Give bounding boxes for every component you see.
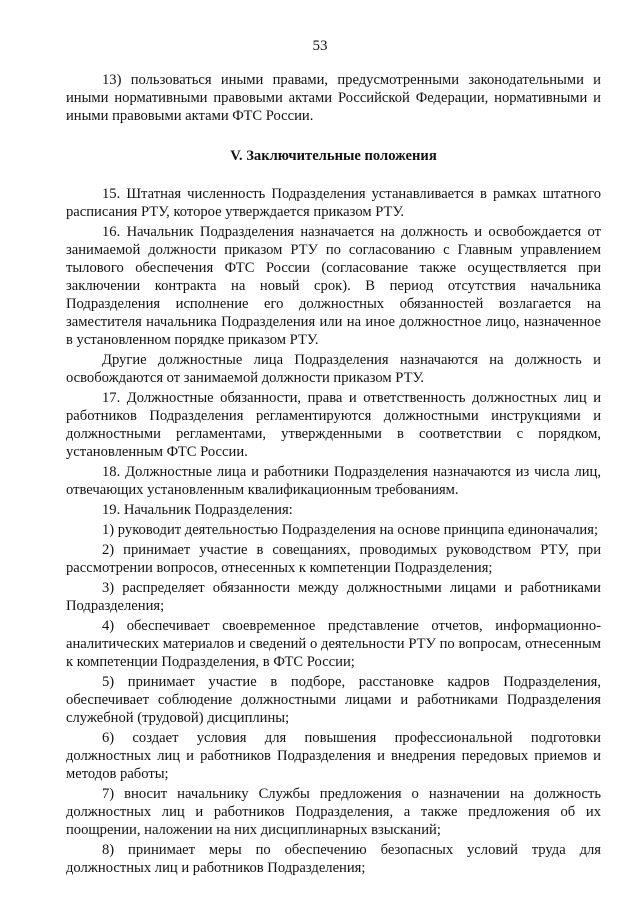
paragraph-17: 17. Должностные обязанности, права и ответственность должностных лиц и работников Подразделения регламентируются должностными инструкциями и должностными регламентами, утвержденными в соответствии с порядком, установленным ФТС России. [66, 390, 601, 460]
list-item-3: 3) распределяет обязанности между должностными лицами и работниками Подразделения; [66, 580, 601, 614]
paragraph-16: 16. Начальник Подразделения назначается на должность и освобождается от занимаемой должности приказом РТУ по согласованию с Главным управлением тылового обеспечения ФТС России (согласование также осуществляется при заключении контракта на новый срок). В период отсутствия начальника Подразделения исполнение его должностных обязанностей возлагается на заместителя начальника Подразделения или на иное должностное лицо, назначенное в установленном порядке приказом РТУ. [66, 224, 601, 348]
paragraph-19: 19. Начальник Подразделения: [102, 502, 293, 518]
section-heading: V. Заключительные положения [230, 148, 437, 164]
paragraph-15: 15. Штатная численность Подразделения устанавливается в рамках штатного расписания РТУ, которое утверждается приказом РТУ. [66, 186, 601, 220]
list-item-7: 7) вносит начальнику Службы предложения о назначении на должность должностных лиц и работников Подразделения, а также предложения об их поощрении, наложении на них дисциплинарных взысканий; [66, 786, 601, 838]
document-body [66, 71, 601, 877]
list-item-5: 5) принимает участие в подборе, расстановке кадров Подразделения, обеспечивает соблюдение должностными лицами и работниками Подразделения служебной (трудовой) дисциплины; [66, 674, 601, 726]
list-item-6: 6) создает условия для повышения профессиональной подготовки должностных лиц и работников Подразделения и внедрения передовых приемов и методов работы; [66, 730, 601, 782]
paragraph-18: 18. Должностные лица и работники Подразделения назначаются из числа лиц, отвечающих установленным квалификационным требованиям. [66, 464, 601, 498]
list-item-8: 8) принимает меры по обеспечению безопасных условий труда для должностных лиц и работников Подразделения; [66, 842, 601, 876]
list-item-4: 4) обеспечивает своевременное представление отчетов, информационно-аналитических материалов и сведений о деятельности РТУ по вопросам, отнесенным к компетенции Подразделения, в ФТС России; [66, 618, 601, 670]
page-number: 53 [312, 38, 328, 54]
list-item-1: 1) руководит деятельностью Подразделения на основе принципа единоначалия; [102, 522, 599, 538]
list-item-2: 2) принимает участие в совещаниях, проводимых руководством РТУ, при рассмотрении вопросов, отнесенных к компетенции Подразделения; [66, 542, 601, 576]
paragraph-16-other: Другие должностные лица Подразделения назначаются на должность и освобождаются от занимаемой должности приказом РТУ. [66, 352, 601, 386]
paragraph-13: 13) пользоваться иными правами, предусмотренными законодательными и иными нормативными правовыми актами Российской Федерации, нормативными и иными правовыми актами ФТС России. [66, 72, 601, 124]
